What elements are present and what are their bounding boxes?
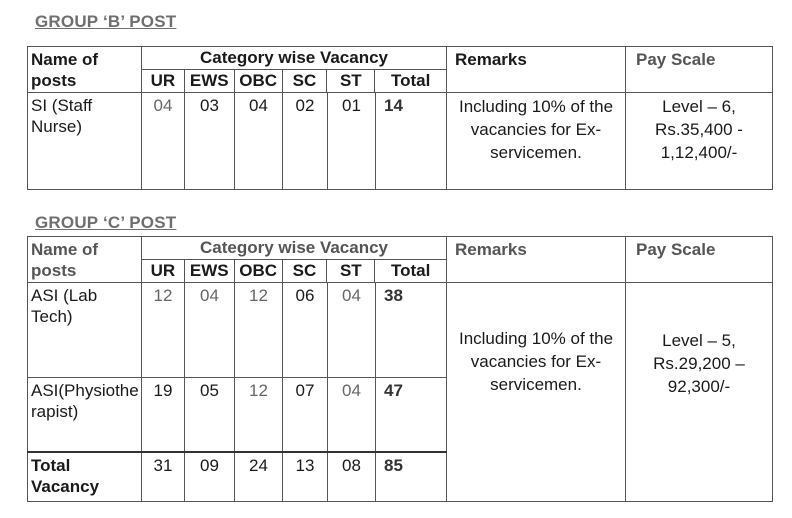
total-vacancy-label: Total Vacancy <box>28 452 142 502</box>
sc-header: SC <box>283 260 328 282</box>
cell-st: 01 <box>328 93 376 190</box>
cell-ur: 19 <box>142 378 185 452</box>
cell-sc: 06 <box>283 283 328 378</box>
pay-scale-header: Pay Scale <box>626 237 773 283</box>
cell-obc: 04 <box>235 93 283 190</box>
total-header: Total <box>390 261 431 280</box>
cell-sc: 02 <box>283 93 328 190</box>
remarks-text: Including 10% of the vacancies for Ex-servicemen. <box>447 283 626 502</box>
ur-header: UR <box>142 70 185 92</box>
cell-ur: 31 <box>142 452 185 502</box>
group-c-table <box>27 236 773 502</box>
remarks-text: Including 10% of the vacancies for Ex-servicemen. <box>447 93 626 190</box>
post-name-si-staff-nurse: SI (Staff Nurse) <box>28 93 142 190</box>
category-wise-vacancy-header: Category wise Vacancy UR EWS OBC SC ST Total <box>142 47 447 93</box>
obc-header: OBC <box>235 260 283 282</box>
remarks-header: Remarks <box>447 237 626 283</box>
total-header: Total <box>390 71 431 90</box>
cell-ur: 04 <box>142 93 185 190</box>
ur-header: UR <box>142 260 185 282</box>
cell-ews: 05 <box>185 378 235 452</box>
cell-obc: 12 <box>235 378 283 452</box>
cell-st: 04 <box>328 378 376 452</box>
category-wise-vacancy-header: Category wise Vacancy UR EWS OBC SC ST Total <box>142 237 447 283</box>
st-header: ST <box>327 70 375 92</box>
st-header: ST <box>327 260 375 282</box>
cell-st: 08 <box>328 452 376 502</box>
group-b-table <box>27 46 773 190</box>
cell-st: 04 <box>328 283 376 378</box>
cell-sc: 13 <box>283 452 328 502</box>
post-name-asi-physiotherapist: ASI(Physiotherapist) <box>28 378 142 452</box>
group-c-heading: GROUP ‘C’ POST <box>35 213 177 232</box>
sc-header: SC <box>283 70 328 92</box>
post-name-asi-lab-tech: ASI (Lab Tech) <box>28 283 142 378</box>
cell-ur: 12 <box>142 283 185 378</box>
ews-header: EWS <box>185 70 235 92</box>
cell-ews: 09 <box>185 452 235 502</box>
pay-scale-header: Pay Scale <box>626 47 773 93</box>
name-of-posts-header: Name of posts <box>28 47 142 93</box>
obc-header: OBC <box>235 70 283 92</box>
cell-total: 38 <box>376 283 447 378</box>
cell-total: 14 <box>376 93 447 190</box>
remarks-header: Remarks <box>447 47 626 93</box>
pay-scale-text: Level – 5, Rs.29,200 – 92,300/- <box>626 283 773 502</box>
ews-header: EWS <box>185 260 235 282</box>
group-b-heading: GROUP ‘B’ POST <box>35 12 177 31</box>
pay-scale-text: Level – 6, Rs.35,400 - 1,12,400/- <box>626 93 773 190</box>
name-of-posts-header: Name of posts <box>28 237 142 283</box>
cell-total: 47 <box>376 378 447 452</box>
cell-obc: 24 <box>235 452 283 502</box>
cell-ews: 04 <box>185 283 235 378</box>
cell-obc: 12 <box>235 283 283 378</box>
cell-sc: 07 <box>283 378 328 452</box>
cell-ews: 03 <box>185 93 235 190</box>
cell-total: 85 <box>376 452 447 502</box>
